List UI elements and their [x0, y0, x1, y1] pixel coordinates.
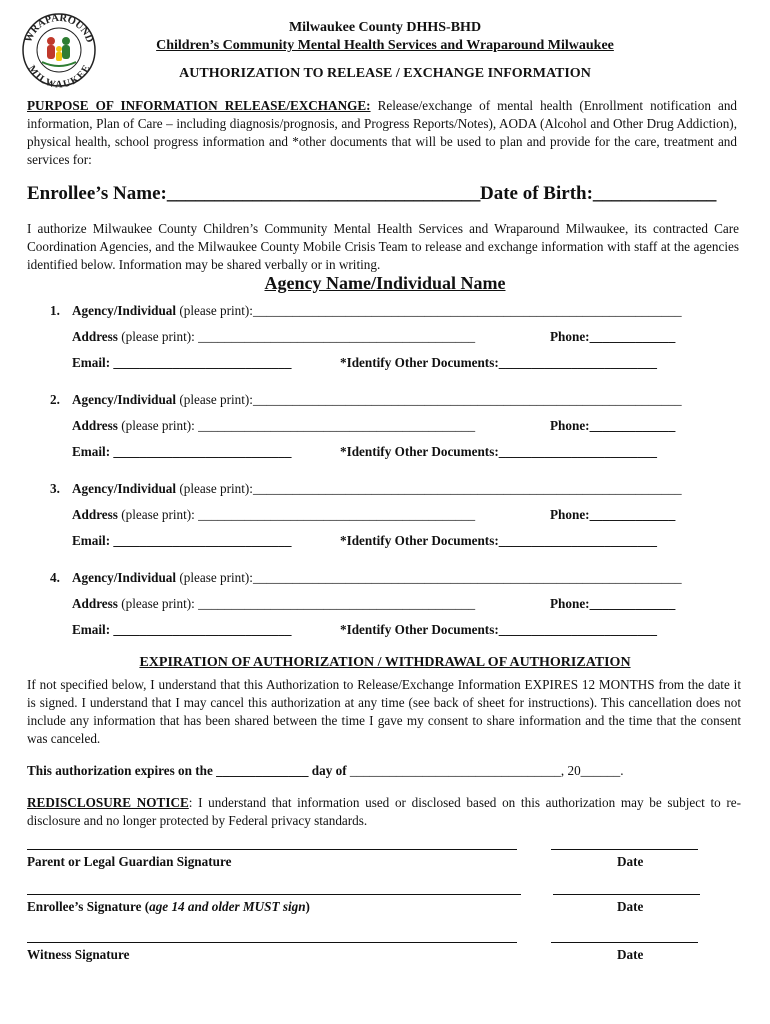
address-hint: (please print): __________________________________________	[117, 418, 476, 433]
witness-date-label: Date	[617, 947, 644, 962]
email-field[interactable]: Email: ___________________________	[72, 355, 292, 370]
phone-field[interactable]: Phone:_____________	[550, 596, 676, 611]
entry-number: 4.	[50, 570, 60, 585]
other-documents-field[interactable]: *Identify Other Documents:________________________	[340, 533, 657, 548]
agency-field[interactable]	[72, 392, 682, 408]
expiration-title: EXPIRATION OF AUTHORIZATION / WITHDRAWAL OF AUTHORIZATION	[139, 655, 631, 670]
email-field[interactable]: Email: ___________________________	[72, 622, 292, 637]
parent-signature-label: Parent or Legal Guardian Signature	[27, 854, 232, 869]
agency-hint: (please print):_________________________________________________________________	[176, 570, 682, 585]
form-title: AUTHORIZATION TO RELEASE / EXCHANGE INFORMATION	[179, 66, 591, 81]
enrollee-name-field[interactable]: Enrollee’s Name:_________________________________	[27, 183, 481, 204]
address-field[interactable]	[72, 418, 475, 434]
agency-label: Agency/Individual	[72, 392, 177, 407]
witness-signature-label: Witness Signature	[27, 947, 130, 962]
phone-field[interactable]: Phone:_____________	[550, 507, 676, 522]
redisclosure-paragraph	[27, 794, 741, 830]
parent-signature-line[interactable]	[27, 849, 517, 850]
agency-hint: (please print):_________________________________________________________________	[176, 481, 682, 496]
other-documents-field[interactable]: *Identify Other Documents:________________________	[340, 622, 657, 637]
purpose-paragraph	[27, 97, 737, 169]
enrollee-sig-note: age 14 and older MUST sign	[149, 899, 306, 914]
expires-on-text: This authorization expires on the ______________	[27, 763, 312, 778]
entry-number: 1.	[50, 303, 60, 318]
agency-field[interactable]	[72, 570, 682, 586]
enrollee-date-line[interactable]	[553, 894, 700, 895]
witness-date-line[interactable]	[551, 942, 698, 943]
phone-field[interactable]: Phone:_____________	[550, 329, 676, 344]
address-field[interactable]	[72, 596, 475, 612]
address-hint: (please print): __________________________________________	[117, 507, 476, 522]
agency-entry-2	[0, 392, 770, 472]
purpose-label: PURPOSE OF INFORMATION RELEASE/EXCHANGE:	[27, 98, 371, 113]
agency-label: Agency/Individual	[72, 303, 177, 318]
other-documents-field[interactable]: *Identify Other Documents:________________________	[340, 444, 657, 459]
program-name	[0, 38, 770, 54]
other-documents-field[interactable]: *Identify Other Documents:________________________	[340, 355, 657, 370]
agency-label: Agency/Individual	[72, 481, 177, 496]
enrollee-signature-line[interactable]	[27, 894, 521, 895]
agency-section-title: Agency Name/Individual Name	[264, 273, 506, 293]
agency-entry-3	[0, 481, 770, 561]
enrollee-date-label: Date	[617, 899, 644, 914]
address-hint: (please print): __________________________________________	[117, 329, 476, 344]
enrollee-sig-close: )	[305, 899, 310, 914]
expiration-date-line[interactable]	[27, 763, 624, 779]
enrollee-signature-label	[27, 899, 310, 915]
agency-hint: (please print):_________________________________________________________________	[176, 303, 682, 318]
entry-number: 2.	[50, 392, 60, 407]
address-label: Address	[72, 418, 118, 433]
agency-entry-4	[0, 570, 770, 650]
program-name-text: Children’s Community Mental Health Services and Wraparound Milwaukee	[156, 38, 614, 53]
purpose-text: Release/exchange of mental health (Enrollment notification and information, Plan of Care – including diagnosis/prognosis, and Progress Reports/Notes), AODA (Alcohol and Other Drug Addiction), physical health, school progress information and *other documents that will be used to plan and provide for the care, treatment and services for:	[27, 98, 738, 167]
agency-name: Milwaukee County DHHS-BHD	[288, 20, 482, 35]
parent-date-line[interactable]	[551, 849, 698, 850]
email-field[interactable]: Email: ___________________________	[72, 444, 292, 459]
address-label: Address	[72, 329, 118, 344]
expires-month-year: ________________________________, 20______.	[349, 763, 624, 778]
address-field[interactable]	[72, 507, 475, 523]
redisclosure-label: REDISCLOSURE NOTICE	[27, 795, 189, 810]
redisclosure-text: : I understand that information used or disclosed based on this authorization may be subject to re-disclosure and no longer protected by Federal privacy standards.	[27, 795, 742, 828]
parent-date-label: Date	[617, 854, 644, 869]
address-label: Address	[72, 507, 118, 522]
agency-hint: (please print):_________________________________________________________________	[176, 392, 682, 407]
agency-field[interactable]	[72, 303, 682, 319]
agency-entry-1	[0, 303, 770, 383]
date-of-birth-field[interactable]: Date of Birth:_____________	[480, 183, 717, 204]
agency-label: Agency/Individual	[72, 570, 177, 585]
authorization-paragraph: I authorize Milwaukee County Children’s Community Mental Health Services and Wraparound Milwaukee, its contracted Care Coordination Agencies, and the Milwaukee County Mobile Crisis Team to release and exchange information with staff at the agencies identified below. Information may be shared verbally or in writing.	[27, 221, 739, 272]
address-hint: (please print): __________________________________________	[117, 596, 476, 611]
enrollee-sig-text: Enrollee’s Signature (	[27, 899, 150, 914]
svg-text:WRAPAROUND: WRAPAROUND	[23, 12, 95, 45]
agency-field[interactable]	[72, 481, 682, 497]
email-field[interactable]: Email: ___________________________	[72, 533, 292, 548]
entry-number: 3.	[50, 481, 60, 496]
phone-field[interactable]: Phone:_____________	[550, 418, 676, 433]
witness-signature-line[interactable]	[27, 942, 517, 943]
expiration-paragraph: If not specified below, I understand that this Authorization to Release/Exchange Information EXPIRES 12 MONTHS from the date it is signed. I understand that I may cancel this authorization at any time (see back of sheet for instructions). This cancellation does not include any information that has been shared between the time I gave my consent to share information and the time that the consent was canceled.	[27, 677, 741, 746]
address-label: Address	[72, 596, 118, 611]
expires-day-of: day of	[311, 763, 350, 778]
svg-text:MILWAUKEE: MILWAUKEE	[25, 63, 93, 88]
address-field[interactable]	[72, 329, 475, 345]
